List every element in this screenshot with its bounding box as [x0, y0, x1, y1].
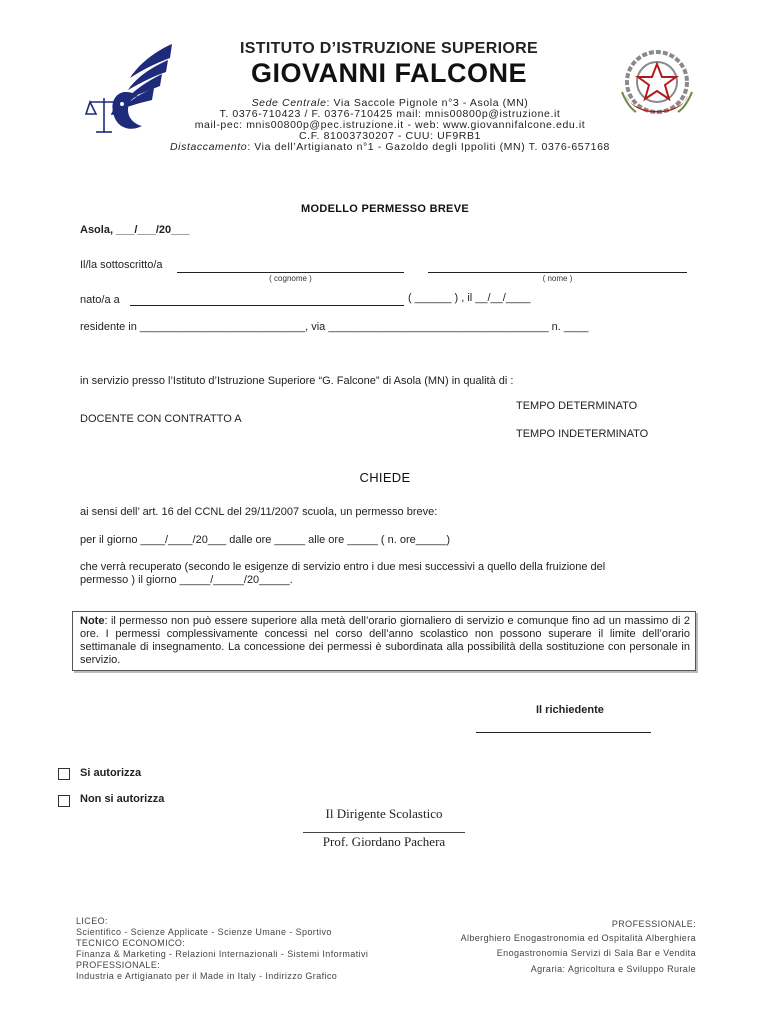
giorno-line: per il giorno ____/____/20___ dalle ore _____ alle ore _____ ( n. ore_____): [80, 534, 451, 546]
note-label: Note: [80, 615, 105, 627]
dirigente-title: Il Dirigente Scolastico: [325, 806, 443, 821]
residence-line: residente in ___________________________, via ____________________________________ n. ____: [80, 321, 589, 333]
pec-line: mail-pec: mnis00800p@pec.istruzione.it - web: www.giovannifalcone.edu.it: [194, 119, 586, 131]
footer-right-line: Agraria: Agricoltura e Sviluppo Rurale: [530, 963, 696, 974]
note-text: [80, 615, 690, 667]
recupero-line-2: permesso ) il giorno _____/_____/20_____.: [80, 574, 293, 586]
docente-label: DOCENTE CON CONTRATTO A: [80, 413, 242, 425]
option-tempo-determinato[interactable]: [502, 400, 637, 412]
si-autorizza-checkbox[interactable]: [58, 768, 70, 780]
richiedente-label: Il richiedente: [536, 704, 604, 716]
dirigente-name: Prof. Giordano Pachera: [322, 834, 446, 849]
non-autorizza-label: Non si autorizza: [80, 793, 165, 805]
sede-value: : Via Saccole Pignole n°3 - Asola (MN): [326, 97, 529, 109]
nato-label: nato/a a: [80, 294, 120, 306]
footer-right-line: Alberghiero Enogastronomia ed Ospitalità Alberghiera: [460, 932, 696, 943]
nome-hint: ( nome ): [542, 274, 573, 283]
institute-heading: ISTITUTO D’ISTRUZIONE SUPERIORE: [240, 40, 538, 57]
footer-left: [76, 916, 436, 982]
distaccamento-label: Distaccamento: [169, 141, 248, 153]
footer-left-line: Industria e Artigianato per il Made in Italy - Indirizzo Grafico: [76, 971, 338, 981]
footer-left-line: PROFESSIONALE:: [76, 960, 161, 970]
date-line: Asola, ___/___/20___: [80, 224, 190, 236]
richiedente-signature-field[interactable]: [476, 732, 651, 733]
distaccamento-line: [120, 141, 660, 153]
sede-label: Sede Centrale: [251, 97, 327, 109]
footer-left-line: Scientifico - Scienze Applicate - Scienze Umane - Sportivo: [76, 927, 332, 937]
sottoscritto-label: Il/la sottoscritto/a: [80, 259, 163, 271]
option-indeterminato-label: TEMPO INDETERMINATO: [516, 428, 649, 440]
service-line: in servizio presso l’Istituto d’Istruzione Superiore “G. Falcone” di Asola (MN) in qualità di :: [80, 375, 514, 387]
distaccamento-value: : Via dell’Artigianato n°1 - Gazoldo degli Ippoliti (MN) T. 0376-657168: [247, 141, 610, 153]
republic-emblem: [616, 44, 698, 126]
cognome-field[interactable]: [177, 272, 404, 273]
footer-left-line: Finanza & Marketing - Relazioni Internazionali - Sistemi Informativi: [76, 949, 369, 959]
form-title: MODELLO PERMESSO BREVE: [301, 203, 469, 215]
nome-field[interactable]: [428, 272, 687, 273]
cf-line: C.F. 81003730207 - CUU: UF9RB1: [299, 130, 481, 142]
phone-line: T. 0376-710423 / F. 0376-710425 mail: mnis00800p@istruzione.it: [219, 108, 561, 120]
sensi-line: ai sensi dell’ art. 16 del CCNL del 29/11/2007 scuola, un permesso breve:: [80, 506, 438, 518]
dirigente-signature-line: [303, 832, 465, 833]
footer-right-line: PROFESSIONALE:: [611, 919, 696, 929]
non-autorizza-checkbox[interactable]: [58, 795, 70, 807]
cognome-hint: ( cognome ): [269, 274, 312, 283]
option-determinato-label: TEMPO DETERMINATO: [516, 400, 638, 412]
note-body: : il permesso non può essere superiore alla metà dell’orario giornaliero di servizio e comunque fino ad un massimo di 2 ore. I permessi complessivamente concessi nel corso dell’anno scolastico non possono superare il limite dell’orario settimanale di insegnamento. La concessione dei permessi è subordinata alla possibilità della sostituzione con personale in servizio.: [80, 615, 690, 666]
footer-left-line: LICEO:: [76, 916, 108, 926]
footer-right-line: Enogastronomia Servizi di Sala Bar e Vendita: [496, 948, 696, 958]
birth-details: ( ______ ) , il __/__/____: [408, 292, 531, 304]
footer-right: [400, 918, 696, 976]
footer-left-line: TECNICO ECONOMICO:: [76, 938, 186, 948]
birthplace-field[interactable]: [130, 305, 404, 306]
institute-name: GIOVANNI FALCONE: [250, 58, 527, 88]
si-autorizza-label: Si autorizza: [80, 767, 142, 779]
recupero-line-1: che verrà recuperato (secondo le esigenze di servizio entro i due mesi successivi a quello della fruizione del: [80, 561, 606, 573]
chiede-heading: CHIEDE: [359, 470, 411, 485]
option-tempo-indeterminato[interactable]: [502, 428, 648, 440]
